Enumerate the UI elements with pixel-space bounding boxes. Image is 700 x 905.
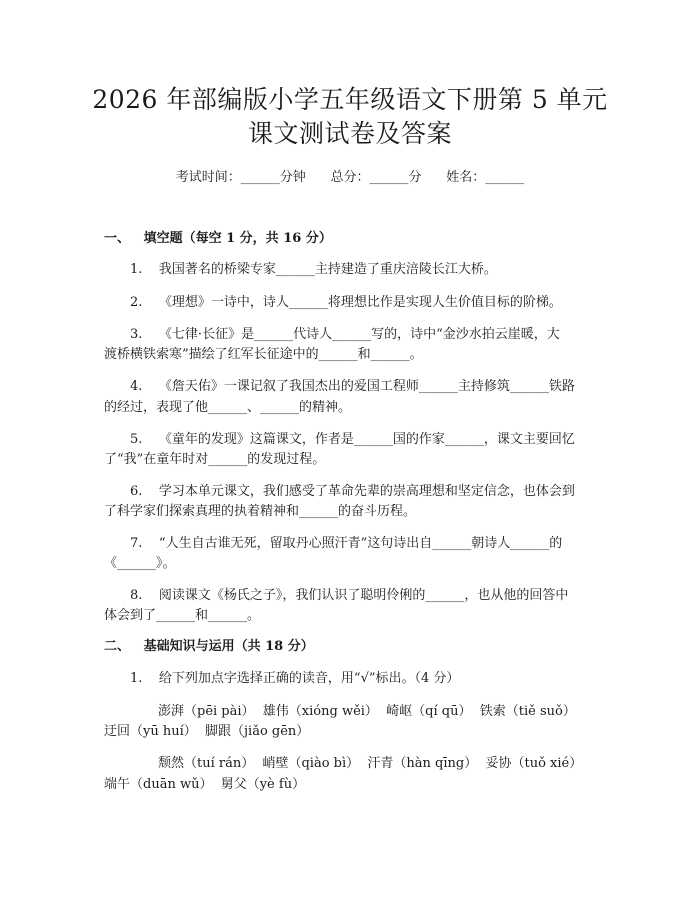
question-1-4-line2: 的经过，表现了他______、______的精神。 <box>104 400 352 415</box>
pinyin-group1-line1: 澎湃（pēi pài） 雄伟（xióng wěi） 崎岖（qí qū） 铁索（tiě suǒ） <box>158 704 576 719</box>
section1-heading: 一、 填空题（每空 1 分，共 16 分） <box>104 231 332 246</box>
page-title-line2: 课文测试卷及答案 <box>247 119 452 148</box>
section2-heading: 二、 基础知识与运用（共 18 分） <box>104 639 314 654</box>
question-1-1: 1. 我国著名的桥梁专家______主持建造了重庆涪陵长江大桥。 <box>130 262 497 277</box>
question-1-8-line2: 体会到了______和______。 <box>104 608 261 623</box>
page-title-line1: 2026 年部编版小学五年级语文下册第 5 单元 <box>92 85 608 114</box>
question-1-5-line1: 5. 《童年的发现》这篇课文，作者是______国的作家______，课文主要回忆 <box>130 432 575 447</box>
question-1-6-line1: 6. 学习本单元课文，我们感受了革命先辈的崇高理想和坚定信念，也体会到 <box>130 484 575 499</box>
question-1-5-line2: 了“我”在童年时对______的发现过程。 <box>104 452 326 467</box>
question-2-1: 1. 给下列加点字选择正确的读音，用“√”标出。（4 分） <box>130 671 460 686</box>
question-1-3-line1: 3. 《七律·长征》是______代诗人______写的，诗中“金沙水拍云崖暖，大 <box>130 327 560 342</box>
question-1-6-line2: 了科学家们探索真理的执着精神和______的奋斗历程。 <box>104 504 417 519</box>
question-1-3-line2: 渡桥横铁索寒”描绘了红军长征途中的______和______。 <box>104 347 423 362</box>
question-1-4-line1: 4. 《詹天佑》一课记叙了我国杰出的爱国工程师______主持修筑______铁路 <box>130 379 575 394</box>
question-1-7-line1: 7. “人生自古谁无死，留取丹心照汗青”这句诗出自______朝诗人______的 <box>130 536 563 551</box>
question-1-8-line1: 8. 阅读课文《杨氏之子》，我们认识了聪明伶俐的______，也从他的回答中 <box>130 588 569 603</box>
question-1-2: 2. 《理想》一诗中，诗人______将理想比作是实现人生价值目标的阶梯。 <box>130 295 562 310</box>
exam-info-line: 考试时间：______分钟 总分：______分 姓名：______ <box>175 170 525 185</box>
pinyin-group1-line2: 迂回（yū huí） 脚跟（jiǎo gēn） <box>104 724 310 739</box>
question-1-7-line2: 《______》。 <box>104 556 176 571</box>
pinyin-group2-line2: 端午（duān wǔ） 舅父（yè fù） <box>104 777 306 792</box>
pinyin-group2-line1: 颓然（tuí rán） 峭壁（qiào bì） 汗青（hàn qīng） 妥协（tuǒ xié） <box>158 756 583 771</box>
